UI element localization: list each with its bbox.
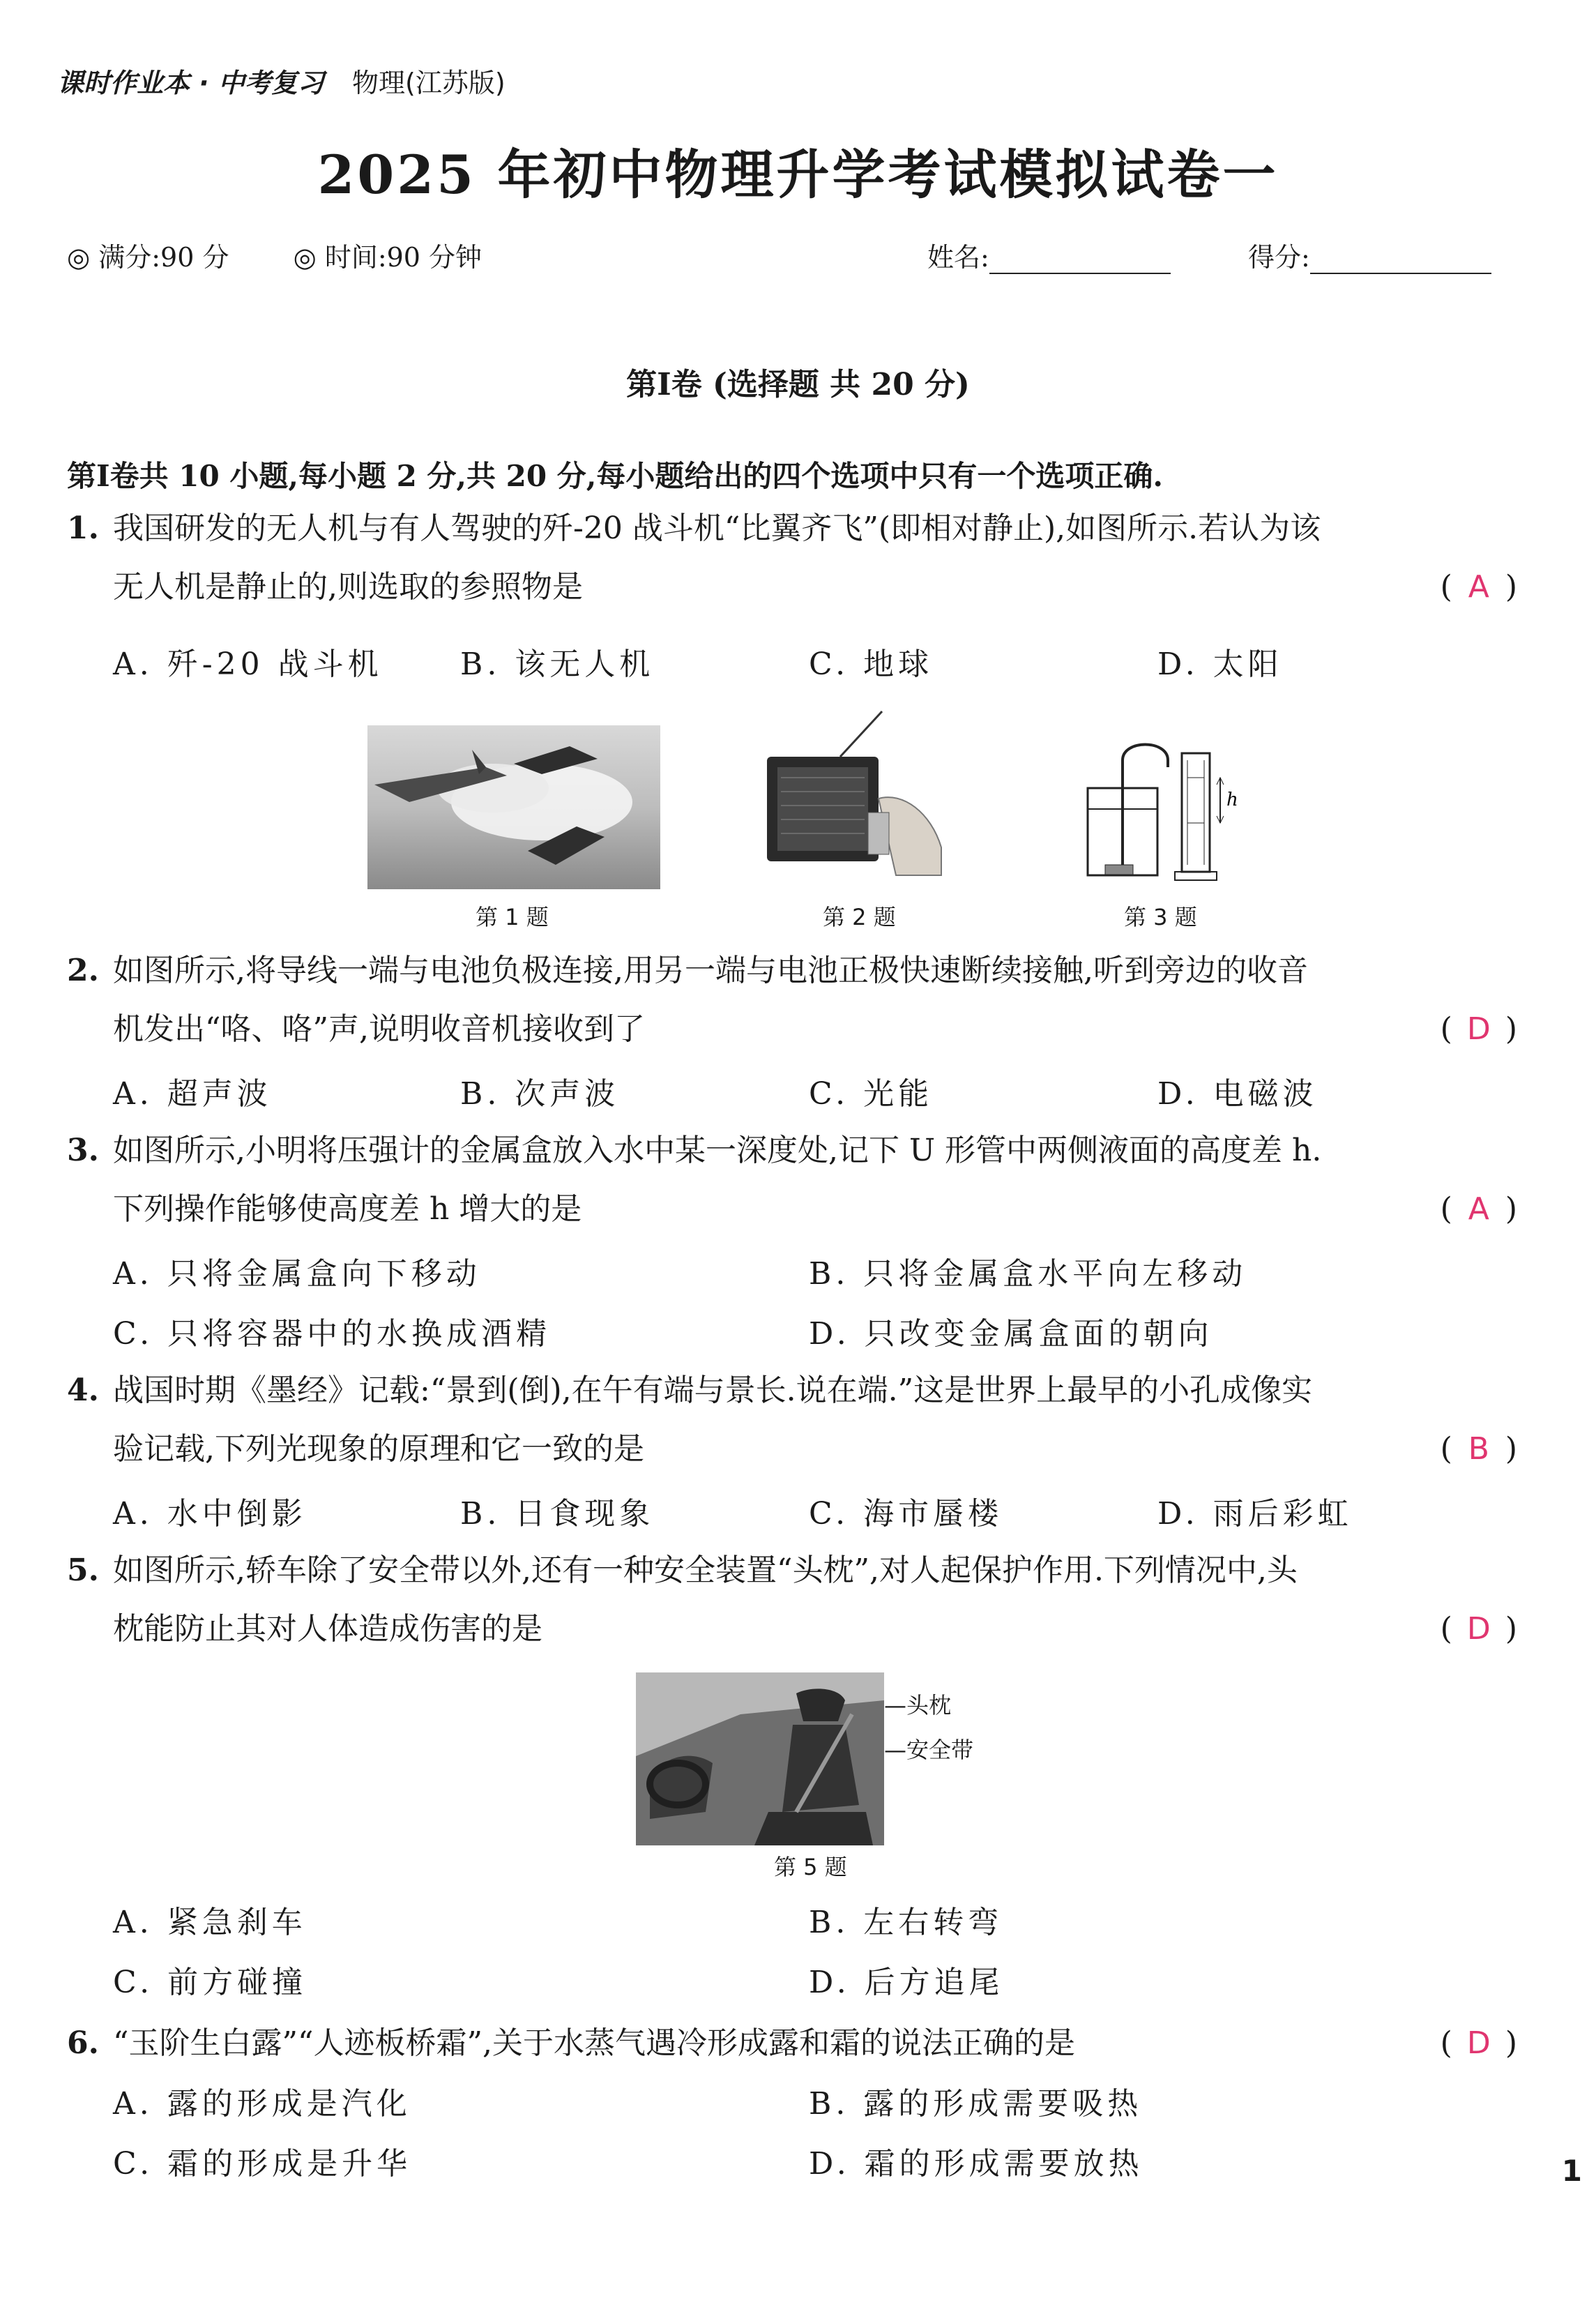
score-field [1248,236,1491,274]
answer-bracket: ( A ) [1441,1180,1517,1239]
tube-icon [1123,745,1168,869]
fig3-caption: 第 3 题 [1124,904,1197,930]
name-label: 姓名: [927,242,989,273]
answer-bracket: ( D ) [1441,2014,1517,2073]
answer-bracket: ( A ) [1441,558,1517,617]
question-text: 无人机是静止的,则选取的参照物是 [113,569,583,605]
option: C. 霜的形成是升华 [113,2146,412,2182]
option: B. 该无人机 [460,647,655,682]
question-text: 枕能防止其对人体造成伤害的是 [113,1611,542,1647]
question-6 [67,2014,1517,2073]
score-blank [1310,246,1491,274]
option: C. 地球 [809,647,934,682]
question-number: 2. [67,953,99,988]
option: A. 露的形成是汽化 [113,2086,411,2122]
question-number: 6. [67,2025,99,2061]
fig3-h-label: h [1226,789,1238,810]
answer-letter: B [1468,1431,1489,1467]
question-4 [67,1361,1517,1479]
section-title: 第Ⅰ卷 (选择题 共 20 分) [626,367,970,402]
question-number: 1. [67,511,99,546]
book-subject: 物理(江苏版) [352,68,506,98]
question-number: 5. [67,1552,99,1588]
headrest-icon [796,1688,845,1721]
name-field [927,236,1171,274]
option: A. 超声波 [113,1076,272,1112]
fig2-radio-photo [763,708,945,889]
answer-letter: D [1466,1011,1491,1047]
score-label: 得分: [1248,242,1310,273]
answer-letter: D [1466,1611,1491,1647]
fig5-label-headrest: —头枕 [884,1692,952,1718]
option: C. 前方碰撞 [113,1965,307,2000]
option: D. 只改变金属盒面的朝向 [809,1316,1213,1352]
option: A. 歼-20 战斗机 [113,647,383,682]
fig1-jets-photo [367,725,660,889]
option: B. 左右转弯 [809,1905,1003,1940]
question-text: 如图所示,轿车除了安全带以外,还有一种安全装置“头枕”,对人起保护作用.下列情况中,头 [113,1552,1298,1588]
option: D. 电磁波 [1157,1076,1318,1112]
option: D. 后方追尾 [809,1965,1004,2000]
answer-letter: A [1468,569,1489,605]
option: D. 太阳 [1157,647,1283,682]
book-series: 课时作业本 · 中考复习 [57,68,324,98]
question-text: 如图所示,将导线一端与电池负极连接,用另一端与电池正极快速断续接触,听到旁边的收音 [113,953,1308,988]
option: A. 水中倒影 [113,1496,307,1532]
fig5-caption: 第 5 题 [774,1854,847,1880]
question-number: 3. [67,1133,99,1168]
option: C. 光能 [809,1076,934,1112]
exam-meta [67,236,538,274]
option: B. 次声波 [460,1076,620,1112]
section-instruction: 第Ⅰ卷共 10 小题,每小题 2 分,共 20 分,每小题给出的四个选项中只有一个选项正确. [67,459,1163,493]
exam-time: ◎ 时间:90 分钟 [293,242,482,273]
option: D. 霜的形成需要放热 [809,2146,1143,2182]
option: B. 只将金属盒水平向左移动 [809,1256,1247,1292]
option: B. 露的形成需要吸热 [809,2086,1143,2122]
fig3-pressure-gauge-diagram [1063,732,1245,893]
fig1-caption: 第 1 题 [476,904,549,930]
question-text: 我国研发的无人机与有人驾驶的歼-20 战斗机“比翼齐飞”(即相对静止),如图所示.若认为该 [113,511,1321,546]
fig5-label-belt: —安全带 [884,1737,974,1763]
question-1 [67,499,1517,617]
option: C. 海市蜃楼 [809,1496,1003,1532]
question-number: 4. [67,1373,99,1408]
book-header [57,61,506,100]
u-tube-icon [1182,753,1210,872]
page-number: 1 [1561,2154,1582,2188]
fig2-caption: 第 2 题 [823,904,896,930]
answer-letter: A [1468,1191,1489,1227]
question-text: 机发出“咯、咯”声,说明收音机接收到了 [113,1011,645,1047]
question-2 [67,942,1517,1059]
option: A. 紧急刹车 [113,1905,307,1940]
answer-letter: D [1466,2025,1491,2061]
option: A. 只将金属盒向下移动 [113,1256,481,1292]
question-text: 下列操作能够使高度差 h 增大的是 [113,1191,582,1227]
option: D. 雨后彩虹 [1157,1496,1353,1532]
option: C. 只将容器中的水换成酒精 [113,1316,552,1352]
answer-bracket: ( B ) [1441,1420,1517,1479]
question-text: 战国时期《墨经》记载:“景到(倒),在午有端与景长.说在端.”这是世界上最早的小孔成像实 [113,1373,1313,1408]
option: B. 日食现象 [460,1496,655,1532]
fig5-car-seat-photo [636,1672,884,1845]
question-text: 如图所示,小明将压强计的金属盒放入水中某一深度处,记下 U 形管中两侧液面的高度差 h. [113,1133,1322,1168]
exam-title: 2025 年初中物理升学考试模拟试卷一 [317,144,1279,206]
name-blank [989,246,1171,274]
question-text: 验记载,下列光现象的原理和它一致的是 [113,1431,644,1467]
answer-bracket: ( D ) [1441,1000,1517,1059]
question-text: “玉阶生白露”“人迹板桥霜”,关于水蒸气遇冷形成露和霜的说法正确的是 [113,2025,1075,2061]
answer-bracket: ( D ) [1441,1600,1517,1659]
question-5 [67,1541,1517,1659]
full-score: ◎ 满分:90 分 [67,242,229,273]
question-3 [67,1121,1517,1239]
